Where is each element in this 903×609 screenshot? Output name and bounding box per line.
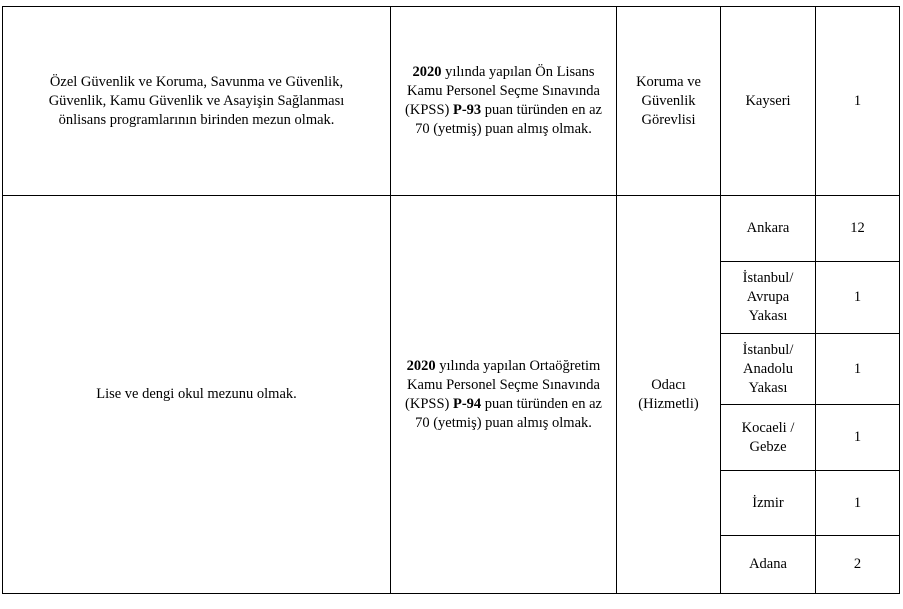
count-cell <box>816 334 900 405</box>
requirement-text: Lise ve dengi okul mezunu olmak. <box>96 386 297 402</box>
table-row <box>3 196 900 262</box>
count-cell <box>816 262 900 334</box>
position-count: 1 <box>853 429 862 445</box>
position-title: Odacı (Hizmetli) <box>638 376 699 412</box>
count-cell <box>816 405 900 471</box>
location-cell <box>721 334 816 405</box>
position-count: 1 <box>853 494 862 511</box>
location-name: İstanbul/ Anadolu Yakası <box>742 341 794 396</box>
position-count: 1 <box>853 289 862 305</box>
location-cell <box>721 196 816 262</box>
position-count: 2 <box>853 556 862 572</box>
count-cell <box>816 536 900 594</box>
location-cell <box>721 262 816 334</box>
requirement-text: Özel Güvenlik ve Koruma, Savunma ve Güvenlik, Güvenlik, Kamu Güvenlik ve Asayişin Sağlanması önlisans programlarının birinden mezun olmak. <box>48 73 345 128</box>
count-cell <box>816 471 900 536</box>
exam-code: P-94 <box>452 395 482 412</box>
count-cell <box>816 7 900 196</box>
exam-cell <box>391 7 617 196</box>
position-title-cell <box>617 196 721 594</box>
location-name: Adana <box>749 556 787 572</box>
position-count: 12 <box>850 220 865 236</box>
table-row <box>3 7 900 196</box>
location-cell <box>721 536 816 594</box>
exam-text: yılında yapılan Ön Lisans Kamu Personel Seçme Sınavında (KPSS) <box>405 64 600 118</box>
exam-cell <box>391 196 617 594</box>
position-count: 1 <box>853 360 862 377</box>
location-name: Kayseri <box>745 92 791 109</box>
positions-table <box>2 6 900 594</box>
location-name: İzmir <box>752 494 784 511</box>
position-count: 1 <box>853 92 862 109</box>
location-name: İstanbul/ Avrupa Yakası <box>742 270 794 324</box>
location-name: Kocaeli / Gebze <box>741 419 795 455</box>
exam-text: puan türünden en az 70 (yetmiş) puan almış olmak. <box>415 102 602 137</box>
location-name: Ankara <box>746 220 790 236</box>
location-cell <box>721 7 816 196</box>
requirement-cell <box>3 7 391 196</box>
count-cell <box>816 196 900 262</box>
exam-year: 2020 <box>412 64 442 80</box>
position-title: Koruma ve Güvenlik Görevlisi <box>636 73 701 128</box>
exam-year: 2020 <box>406 357 436 374</box>
position-title-cell <box>617 7 721 196</box>
exam-text: yılında yapılan Ortaöğretim Kamu Personel Seçme Sınavında (KPSS) <box>405 357 601 412</box>
location-cell <box>721 405 816 471</box>
requirement-cell <box>3 196 391 594</box>
location-cell <box>721 471 816 536</box>
exam-code: P-93 <box>452 102 482 118</box>
exam-text: puan türünden en az 70 (yetmiş) puan almış olmak. <box>415 395 602 431</box>
